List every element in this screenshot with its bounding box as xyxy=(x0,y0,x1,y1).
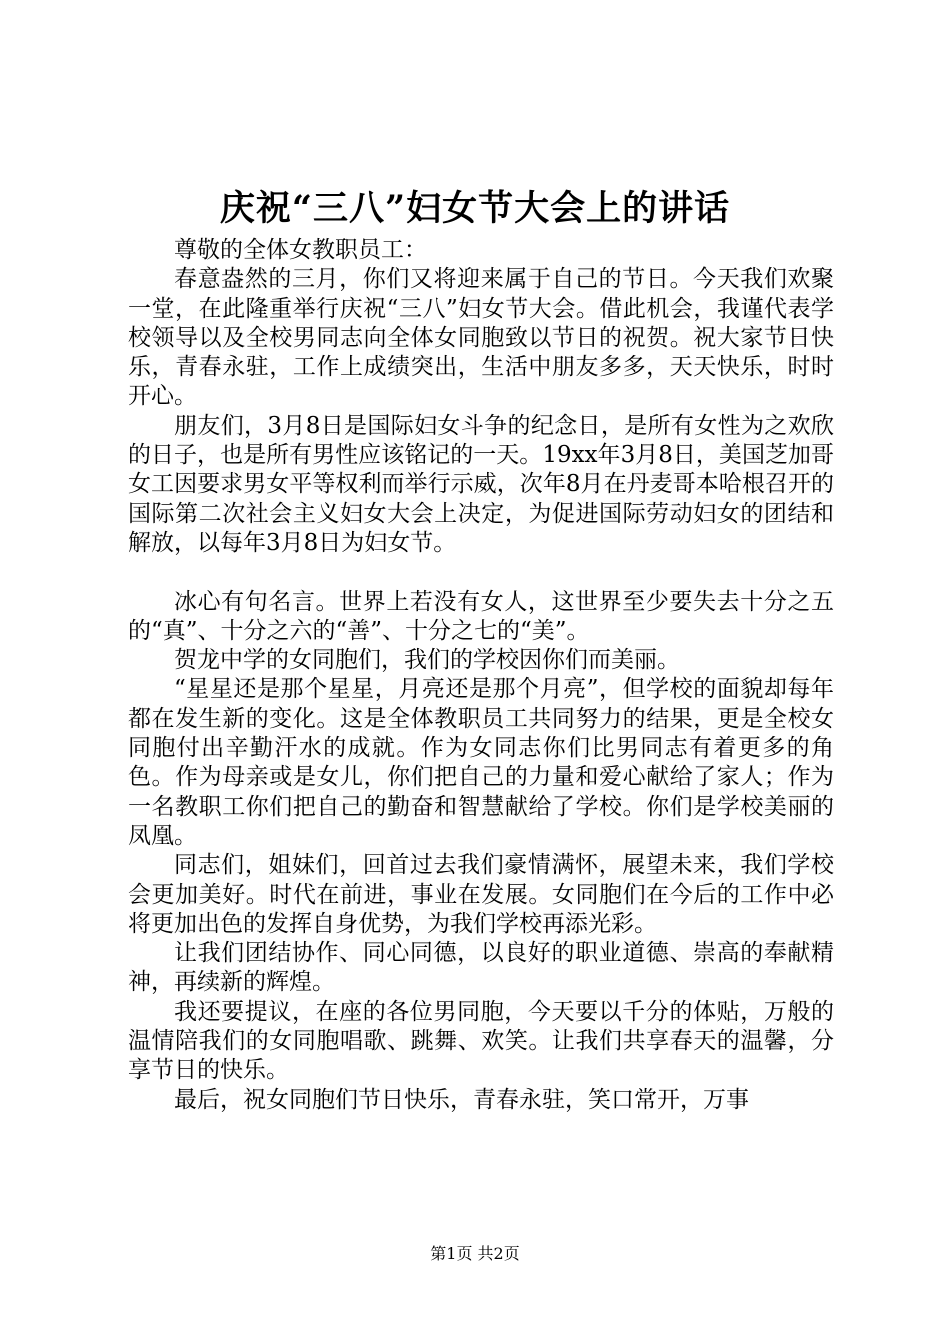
body-paragraph: 冰心有句名言。世界上若没有女人，这世界至少要失去十分之五的“真”、十分之六的“善”、十分之七的“美”。 xyxy=(128,588,834,644)
body-paragraph: 贺龙中学的女同胞们，我们的学校因你们而美丽。 xyxy=(174,647,680,674)
body-paragraph: 我还要提议，在座的各位男同胞，今天要以千分的体贴，万般的温情陪我们的女同胞唱歌、跳舞、欢笑。让我们共享春天的温馨，分享节日的快乐。 xyxy=(128,998,834,1084)
page-number: 第1页 共2页 xyxy=(430,1244,520,1263)
body-paragraph: 朋友们，3月8日是国际妇女斗争的纪念日，是所有女性为之欢欣的日子，也是所有男性应该铭记的一天。19xx年3月8日，美国芝加哥女工因要求男女平等权利而举行示威，次年8月在丹麦哥本哈根召开的国际第二次社会主义妇女大会上决定，为促进国际劳动妇女的团结和解放，以每年3月8日为妇女节。 xyxy=(128,412,834,556)
document-body xyxy=(128,236,834,1115)
document-title: 庆祝“三八”妇女节大会上的讲话 xyxy=(219,188,731,229)
body-paragraph: 最后，祝女同胞们节日快乐，青春永驻，笑口常开，万事 xyxy=(174,1086,749,1113)
body-paragraph: “星星还是那个星星，月亮还是那个月亮”，但学校的面貌却每年都在发生新的变化。这是全体教职员工共同努力的结果，更是全校女同胞付出辛勤汗水的成就。作为女同志你们比男同志有着更多的角色。作为母亲或是女儿，你们把自己的力量和爱心献给了家人；作为一名教职工你们把自己的勤奋和智慧献给了学校。你们是学校美丽的凤凰。 xyxy=(128,676,834,849)
body-paragraph: 春意盎然的三月，你们又将迎来属于自己的节日。今天我们欢聚一堂，在此隆重举行庆祝“三八”妇女节大会。借此机会，我谨代表学校领导以及全校男同志向全体女同胞致以节日的祝贺。祝大家节日快乐，青春永驻，工作上成绩突出，生活中朋友多多，天天快乐，时时开心。 xyxy=(128,266,834,410)
body-paragraph: 同志们，姐妹们，回首过去我们豪情满怀，展望未来，我们学校会更加美好。时代在前进，事业在发展。女同胞们在今后的工作中必将更加出色的发挥自身优势，为我们学校再添光彩。 xyxy=(128,852,834,937)
salutation-paragraph: 尊敬的全体女教职员工： xyxy=(174,237,427,263)
body-paragraph: 让我们团结协作、同心同德，以良好的职业道德、崇高的奉献精神，再续新的辉煌。 xyxy=(128,940,834,996)
